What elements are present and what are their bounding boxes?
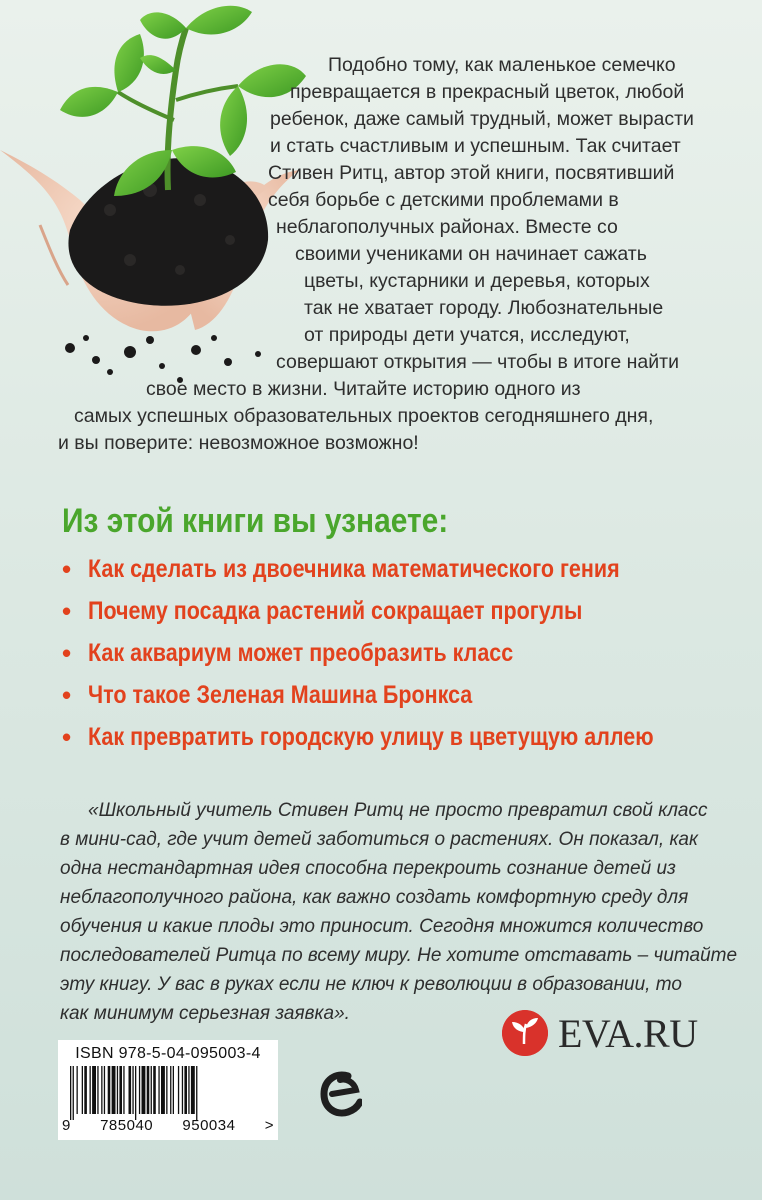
bullet-icon: • (62, 721, 72, 752)
barcode-bar (82, 1066, 83, 1114)
intro-line: свое место в жизни. Читайте историю одного из (146, 378, 581, 400)
barcode-bar (196, 1066, 197, 1120)
eva-ru-logo (502, 1008, 698, 1058)
barcode-bar (73, 1066, 74, 1120)
quote-line: последователей Ритца по всему миру. Не хотите отставать – читайте (60, 945, 738, 966)
intro-line: и вы поверите: невозможное возможно! (58, 432, 419, 454)
barcode-bars (64, 1066, 272, 1120)
barcode-bar (139, 1066, 140, 1114)
learn-list (62, 548, 742, 758)
list-item: • Почему посадка растений сокращает прогулы (62, 595, 583, 626)
barcode-bar (191, 1066, 195, 1114)
list-item: • Как аквариум может преобразить класс (62, 637, 514, 668)
barcode-bar (70, 1066, 71, 1120)
barcode-bar (173, 1066, 174, 1114)
barcode-bar (117, 1066, 118, 1114)
eva-ru-text: EVA.RU (558, 1010, 698, 1056)
barcode-bar (108, 1066, 111, 1114)
barcode-bar (112, 1066, 116, 1114)
learn-section-title: Из этой книги вы узнаете: (62, 502, 449, 540)
barcode-bar (166, 1066, 167, 1114)
barcode-bar (132, 1066, 133, 1114)
barcode-bar (84, 1066, 87, 1114)
barcode-bar (184, 1066, 187, 1114)
barcode-bar (142, 1066, 146, 1114)
intro-line: совершают открытия — чтобы в итоге найти (276, 351, 679, 373)
barcode-bar (170, 1066, 171, 1114)
bullet-icon: • (62, 679, 72, 710)
intro-line: и стать счастливым и успешным. Так считает (270, 135, 681, 157)
barcode-bar (135, 1066, 136, 1120)
quote-line: в мини-сад, где учит детей заботиться о растениях. Он показал, как (60, 829, 698, 850)
barcode-bar (129, 1066, 132, 1114)
barcode-bar (90, 1066, 91, 1114)
intro-line: от природы дети учатся, исследуют, (304, 324, 630, 346)
list-item: • Как превратить городскую улицу в цветущую аллею (62, 721, 654, 752)
barcode-bar (104, 1066, 105, 1114)
quote-line: обучения и какие плоды это приносит. Сегодня множится количество (60, 916, 704, 937)
barcode-bar (182, 1066, 183, 1114)
barcode-bar (147, 1066, 150, 1114)
quote-line: неблагополучного района, как важно создать комфортную среду для (60, 887, 689, 908)
barcode-bar (123, 1066, 124, 1114)
list-item: • Что такое Зеленая Машина Бронкса (62, 679, 473, 710)
bullet-icon: • (62, 553, 72, 584)
bullet-icon: • (62, 595, 72, 626)
review-quote (60, 796, 738, 1028)
barcode-bar (178, 1066, 179, 1114)
barcode-bar (97, 1066, 98, 1114)
leaf-sprout-icon (502, 1010, 548, 1056)
quote-line: одна нестандартная идея способна перекроить сознание детей из (60, 858, 676, 879)
intro-line: ребенок, даже самый трудный, может вырасти (270, 108, 694, 130)
list-item: • Как сделать из двоечника математического гения (62, 553, 620, 584)
barcode-bar (153, 1066, 156, 1114)
barcode-bar (151, 1066, 152, 1114)
intro-line: цветы, кустарники и деревья, которых (304, 270, 650, 292)
barcode-bar (101, 1066, 102, 1114)
intro-paragraph (40, 52, 730, 457)
barcode-bar (188, 1066, 189, 1114)
quote-line: «Школьный учитель Стивен Ритц не просто превратил свой класс (88, 800, 708, 821)
intro-line: превращается в прекрасный цветок, любой (290, 81, 685, 103)
barcode-bar (158, 1066, 159, 1114)
intro-line: своими учениками он начинает сажать (295, 243, 647, 265)
intro-line: себя борьбе с детскими проблемами в (268, 189, 619, 211)
intro-line: так не хватает городу. Любознательные (304, 297, 664, 319)
barcode-bar (119, 1066, 122, 1114)
intro-line: самых успешных образовательных проектов сегодняшнего дня, (74, 405, 654, 427)
quote-line: как минимум серьезная заявка». (60, 1003, 350, 1024)
barcode-bar (92, 1066, 96, 1114)
barcode-bar (77, 1066, 78, 1114)
intro-line: Подобно тому, как маленькое семечко (328, 54, 676, 76)
intro-line: Стивен Ритц, автор этой книги, посвятивший (268, 162, 675, 184)
intro-line: неблагополучных районах. Вместе со (276, 216, 618, 238)
bullet-icon: • (62, 637, 72, 668)
barcode-digits: 9 785040 950034 > (62, 1117, 274, 1134)
isbn-number: ISBN 978-5-04-095003-4 (75, 1045, 261, 1062)
quote-line: эту книгу. У вас в руках если не ключ к революции в образовании, то (60, 974, 682, 995)
barcode-bar (161, 1066, 165, 1114)
eksmo-e-logo-icon (318, 1068, 362, 1118)
isbn-barcode (58, 1040, 278, 1140)
